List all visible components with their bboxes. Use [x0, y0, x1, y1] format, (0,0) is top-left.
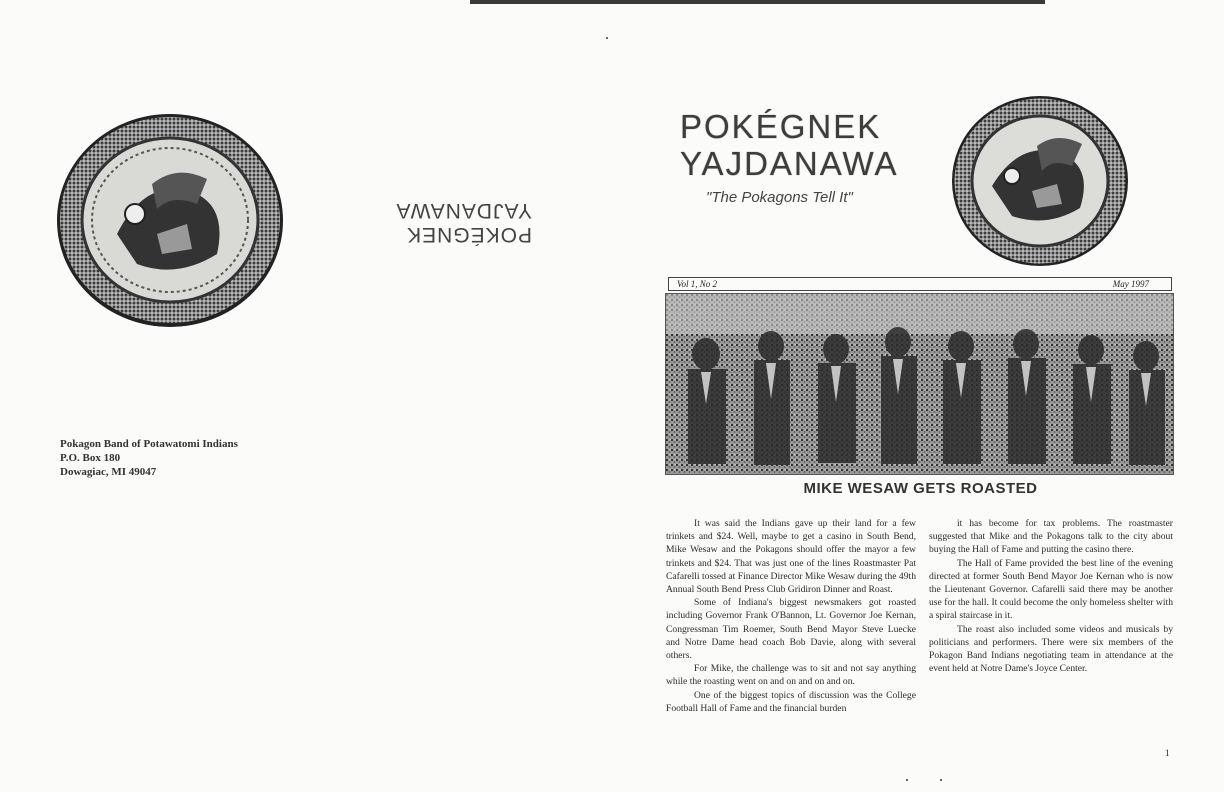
masthead-line-2: YAJDANAWA — [395, 199, 532, 222]
scan-speck — [940, 779, 942, 781]
scan-speck — [606, 37, 608, 39]
masthead-line-1: POKÉGNEK — [406, 223, 532, 246]
article-column-left — [666, 517, 916, 715]
scan-speck — [906, 779, 908, 781]
volume-label: Vol 1, No 2 — [677, 279, 718, 289]
scan-top-edge — [470, 0, 1045, 4]
tagline: "The Pokagons Tell It" — [706, 189, 853, 206]
article-column-right — [929, 517, 1173, 675]
front-masthead — [680, 108, 898, 182]
tribal-seal-icon — [952, 96, 1128, 266]
address-line-3: Dowagiac, MI 49047 — [60, 466, 157, 478]
return-address — [60, 437, 300, 479]
back-cover-masthead — [372, 198, 532, 246]
article-paragraph: The Hall of Fame provided the best line of the evening directed at former South Bend Mayor Joe Kernan who is now the Lieutenant Governor. Cafarelli said there may be another use for the hall. It could become the only homeless shelter with a spiral staircase in it. — [929, 557, 1173, 622]
article-paragraph: One of the biggest topics of discussion was the College Football Hall of Fame and the financial burden — [666, 689, 916, 714]
address-line-1: Pokagon Band of Potawatomi Indians — [60, 438, 238, 450]
article-headline: MIKE WESAW GETS ROASTED — [803, 480, 1038, 497]
issue-date: May 1997 — [1112, 279, 1149, 289]
article-paragraph: it has become for tax problems. The roastmaster suggested that Mike and the Pokagons talk to the city about buying the Hall of Fame and putting the casino there. — [929, 518, 1173, 556]
article-paragraph: It was said the Indians gave up their land for a few trinkets and $24. Well, maybe to get a casino in South Bend, Mike Wesaw and the Pokagons should offer the mayor a few trinkets and $24. That was just one of the lines Roastmaster Pat Cafarelli tossed at Finance Director Mike Wesaw during the 49th Annual South Bend Press Club Gridiron Dinner and Roast. — [666, 518, 916, 596]
tribal-seal-icon — [57, 114, 283, 327]
masthead-line-2: YAJDANAWA — [680, 145, 899, 182]
page-number: 1 — [1165, 748, 1170, 758]
address-line-2: P.O. Box 180 — [60, 452, 121, 464]
article-paragraph: Some of Indiana's biggest newsmakers got roasted including Governor Frank O'Bannon, Lt. Governor Joe Kernan, Congressman Tim Roemer, South Bend Mayor Steve Luecke and Notre Dame head coach Bob Davie, along with several others. — [666, 597, 916, 662]
masthead-line-1: POKÉGNEK — [680, 108, 882, 145]
article-paragraph: For Mike, the challenge was to sit and not say anything while the roasting went on and on and on and on. — [666, 663, 916, 688]
group-photo — [665, 293, 1174, 475]
article-paragraph: The roast also included some videos and musicals by politicians and performers. There were six members of the Pokagon Band Indians negotiating team in attendance at the event held at Notre Dame's Joyce Center. — [929, 623, 1173, 675]
issue-info-bar — [668, 277, 1172, 291]
